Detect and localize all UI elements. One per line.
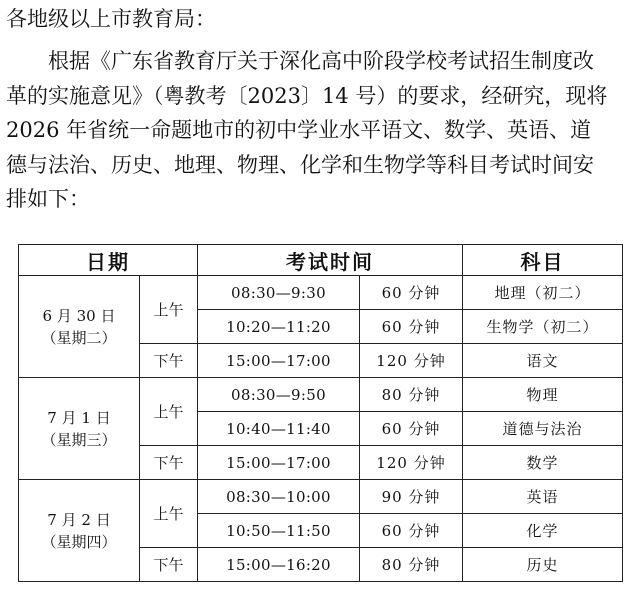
salutation: 各地级以上市教育局： (6, 7, 216, 31)
duration-cell: 60 分钟 (360, 310, 463, 344)
time-cell: 15:00—17:00 (198, 344, 360, 378)
date-text: 7 月 2 日 (47, 510, 111, 529)
period-cell: 上午 (140, 276, 198, 344)
subject-cell: 语文 (463, 344, 623, 378)
table-header-row (19, 245, 623, 276)
period-cell: 下午 (140, 446, 198, 480)
time-cell: 08:30—10:00 (198, 480, 360, 514)
period-cell: 下午 (140, 344, 198, 378)
table-row (19, 480, 623, 514)
weekday-text: （星期二） (41, 328, 117, 347)
period-cell: 上午 (140, 378, 198, 446)
time-cell: 08:30—9:30 (198, 276, 360, 310)
weekday-text: （星期四） (41, 532, 117, 551)
header-exam-time: 考试时间 (198, 245, 463, 276)
period-cell: 下午 (140, 548, 198, 582)
subject-cell: 物理 (463, 378, 623, 412)
time-cell: 08:30—9:50 (198, 378, 360, 412)
date-cell (19, 480, 140, 582)
subject-cell: 历史 (463, 548, 623, 582)
subject-cell: 地理（初二） (463, 276, 623, 310)
duration-cell: 80 分钟 (360, 378, 463, 412)
subject-cell: 化学 (463, 514, 623, 548)
duration-cell: 120 分钟 (360, 446, 463, 480)
date-cell (19, 276, 140, 378)
exam-schedule-table (18, 244, 623, 582)
paragraph-line: 根据《广东省教育厅关于深化高中阶段学校考试招生制度改 (48, 49, 594, 73)
subject-cell: 道德与法治 (463, 412, 623, 446)
table-row (19, 276, 623, 310)
duration-cell: 120 分钟 (360, 344, 463, 378)
date-cell (19, 378, 140, 480)
table-row (19, 378, 623, 412)
subject-cell: 英语 (463, 480, 623, 514)
duration-cell: 60 分钟 (360, 514, 463, 548)
paragraph-line: 德与法治、历史、地理、物理、化学和生物学等科目考试时间安 (6, 152, 594, 177)
time-cell: 10:40—11:40 (198, 412, 360, 446)
notice-paragraph (6, 44, 632, 217)
duration-cell: 60 分钟 (360, 412, 463, 446)
time-cell: 10:20—11:20 (198, 310, 360, 344)
period-cell: 上午 (140, 480, 198, 548)
header-date: 日期 (19, 245, 198, 276)
time-cell: 15:00—17:00 (198, 446, 360, 480)
duration-cell: 60 分钟 (360, 276, 463, 310)
subject-cell: 数学 (463, 446, 623, 480)
time-cell: 15:00—16:20 (198, 548, 360, 582)
paragraph-line: 排如下： (6, 187, 90, 211)
paragraph-line: 革的实施意见》（粤教考〔2023〕14 号）的要求，经研究，现将 (6, 83, 608, 108)
time-cell: 10:50—11:50 (198, 514, 360, 548)
subject-cell: 生物学（初二） (463, 310, 623, 344)
date-text: 6 月 30 日 (42, 306, 116, 325)
duration-cell: 80 分钟 (360, 548, 463, 582)
paragraph-line: 2026 年省统一命题地市的初中学业水平语文、数学、英语、道 (6, 118, 592, 142)
header-subject: 科目 (463, 245, 623, 276)
duration-cell: 90 分钟 (360, 480, 463, 514)
date-text: 7 月 1 日 (47, 408, 111, 427)
weekday-text: （星期三） (41, 430, 117, 449)
